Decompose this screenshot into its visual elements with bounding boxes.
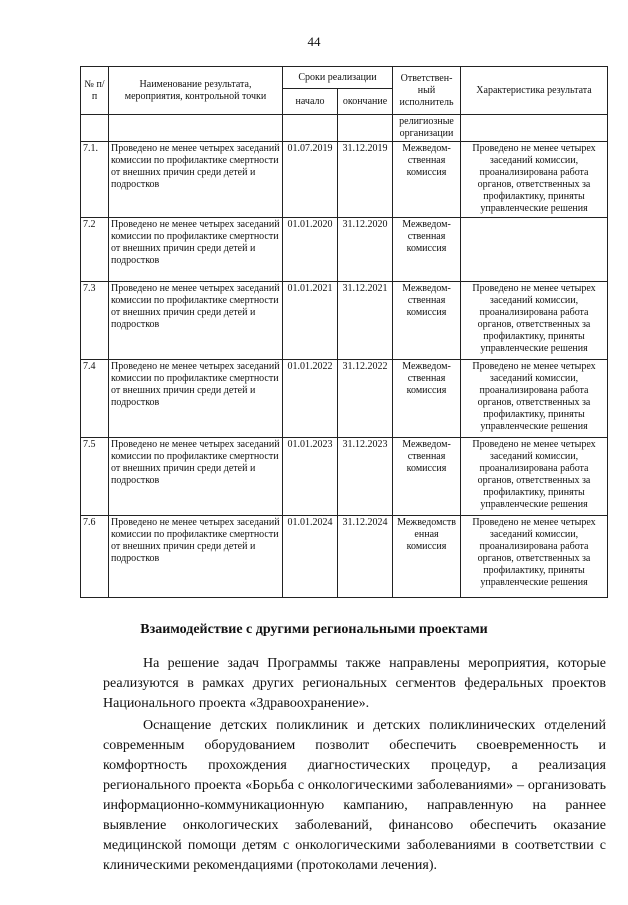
row-end: 31.12.2023 xyxy=(338,438,393,516)
section-title: Взаимодействие с другими региональными проектами xyxy=(140,622,488,637)
row-num: 7.2 xyxy=(81,218,109,282)
row-name: Проведено не менее четырех заседаний комиссии по профилактике смертности от внешних причин среди детей и подростков xyxy=(109,438,283,516)
table-row xyxy=(81,282,608,360)
row-name: Проведено не менее четырех заседаний комиссии по профилактике смертности от внешних причин среди детей и подростков xyxy=(109,516,283,598)
table-row xyxy=(81,516,608,598)
paragraph-2: Оснащение детских поликлиник и детских поликлинических отделений современным оборудованием позволит обеспечить своевременность и комфортность прохождения диагностических процедур, а реализация регионального проекта «Борьба с онкологическими заболеваниями» – организовать информационно-коммуникационную кампанию, направленную на раннее выявление онкологических заболеваний, финансово обеспечить оказание медицинской помощи детям с онкологическими заболеваниями в соответствии с клиническими рекомендациями (протоколами лечения). xyxy=(103,718,606,873)
row-characteristic: Проведено не менее четырех заседаний комиссии, проанализирована работа органов, ответственных за профилактику, приняты управленческие решения xyxy=(461,438,608,516)
header-timing: Сроки реализации xyxy=(283,67,393,89)
header-num: № п/п xyxy=(81,67,109,115)
table-row xyxy=(81,218,608,282)
page-number: 44 xyxy=(307,34,321,49)
row-start: 01.01.2024 xyxy=(283,516,338,598)
continuation-responsible: религиозные организации xyxy=(393,115,461,142)
row-characteristic: Проведено не менее четырех заседаний комиссии, проанализирована работа органов, ответственных за профилактику, приняты управленческие решения xyxy=(461,516,608,598)
table-row xyxy=(81,142,608,218)
table-row xyxy=(81,438,608,516)
header-characteristic: Характеристика результата xyxy=(461,67,608,115)
table-row xyxy=(81,115,608,142)
row-num: 7.4 xyxy=(81,360,109,438)
row-end: 31.12.2022 xyxy=(338,360,393,438)
row-characteristic: Проведено не менее четырех заседаний комиссии, проанализирована работа органов, ответственных за профилактику, приняты управленческие решения xyxy=(461,360,608,438)
table-body xyxy=(81,115,608,598)
row-start: 01.01.2020 xyxy=(283,218,338,282)
header-end: окончание xyxy=(338,89,393,115)
row-characteristic: Проведено не менее четырех заседаний комиссии, проанализирована работа органов, ответственных за профилактику, приняты управленческие решения xyxy=(461,142,608,218)
row-responsible: Межведомств енная комиссия xyxy=(393,516,461,598)
row-name: Проведено не менее четырех заседаний комиссии по профилактике смертности от внешних причин среди детей и подростков xyxy=(109,142,283,218)
row-characteristic: Проведено не менее четырех заседаний комиссии, проанализирована работа органов, ответственных за профилактику, приняты управленческие решения xyxy=(461,282,608,360)
row-start: 01.07.2019 xyxy=(283,142,338,218)
row-responsible: Межведом-ственная комиссия xyxy=(393,360,461,438)
row-responsible: Межведом-ственная комиссия xyxy=(393,282,461,360)
row-characteristic xyxy=(461,218,608,282)
row-name: Проведено не менее четырех заседаний комиссии по профилактике смертности от внешних причин среди детей и подростков xyxy=(109,282,283,360)
row-responsible: Межведом-ственная комиссия xyxy=(393,438,461,516)
row-start: 01.01.2021 xyxy=(283,282,338,360)
row-num: 7.1. xyxy=(81,142,109,218)
row-end: 31.12.2021 xyxy=(338,282,393,360)
header-start: начало xyxy=(283,89,338,115)
row-name: Проведено не менее четырех заседаний комиссии по профилактике смертности от внешних причин среди детей и подростков xyxy=(109,360,283,438)
row-responsible: Межведом-ственная комиссия xyxy=(393,142,461,218)
header-responsible: Ответствен-ный исполнитель xyxy=(393,67,461,115)
row-start: 01.01.2022 xyxy=(283,360,338,438)
row-num: 7.5 xyxy=(81,438,109,516)
row-end: 31.12.2024 xyxy=(338,516,393,598)
row-num: 7.3 xyxy=(81,282,109,360)
row-responsible: Межведом-ственная комиссия xyxy=(393,218,461,282)
row-name: Проведено не менее четырех заседаний комиссии по профилактике смертности от внешних причин среди детей и подростков xyxy=(109,218,283,282)
results-table xyxy=(80,66,608,598)
row-start: 01.01.2023 xyxy=(283,438,338,516)
table-row xyxy=(81,360,608,438)
row-end: 31.12.2020 xyxy=(338,218,393,282)
paragraph-1: На решение задач Программы также направлены мероприятия, которые реализуются в рамках других региональных сегментов федеральных проектов Национального проекта «Здравоохранение». xyxy=(103,656,606,711)
row-num: 7.6 xyxy=(81,516,109,598)
header-name: Наименование результата, мероприятия, контрольной точки xyxy=(109,67,283,115)
row-end: 31.12.2019 xyxy=(338,142,393,218)
